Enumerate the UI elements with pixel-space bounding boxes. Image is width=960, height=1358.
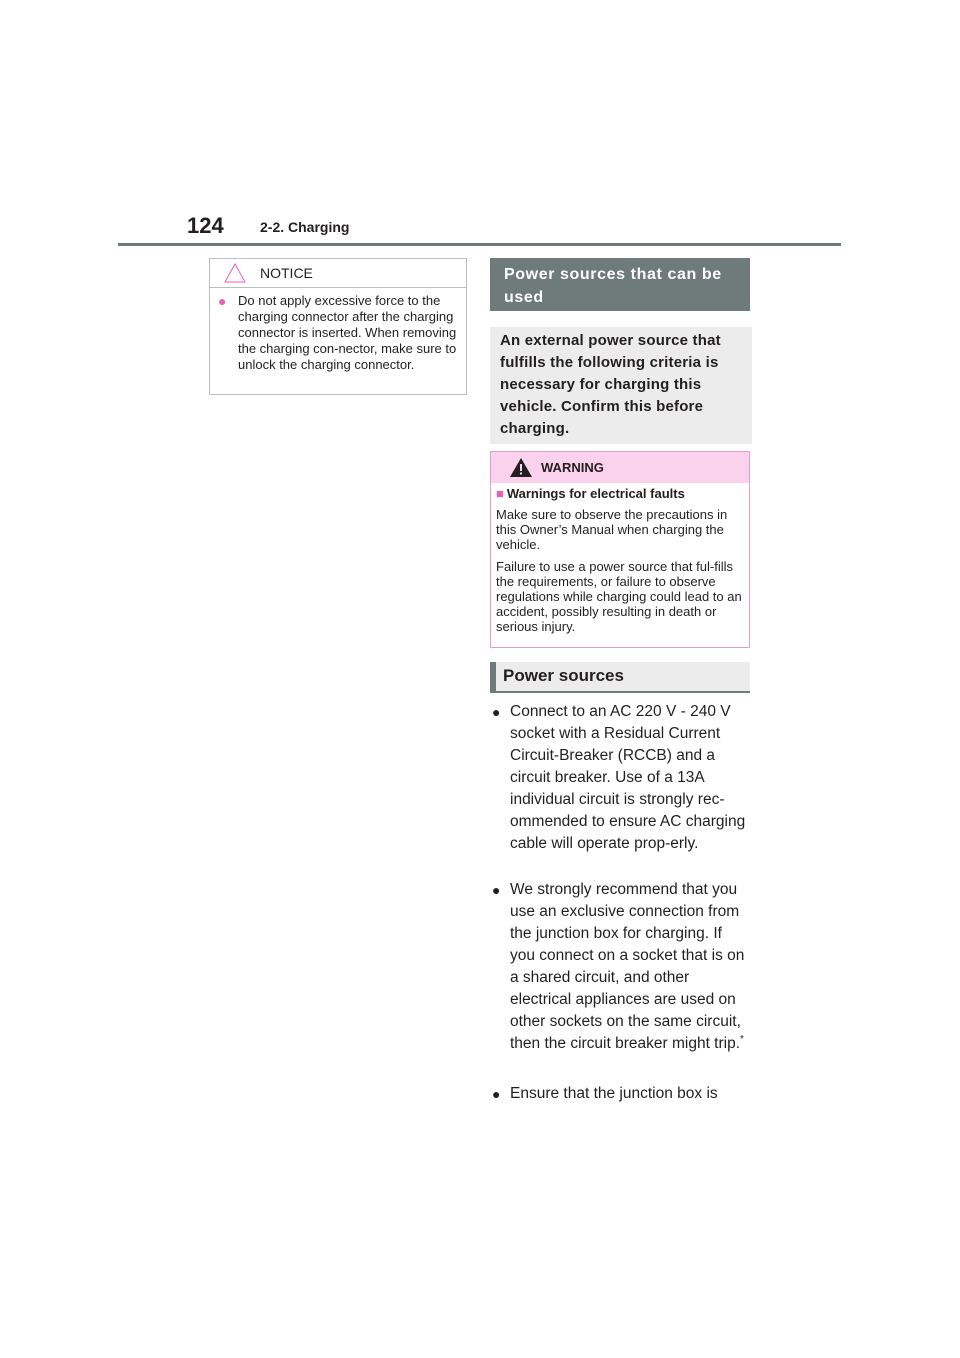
list-item-text <box>510 879 750 1055</box>
list-item-text: Connect to an AC 220 V - 240 V socket with a Residual Current Circuit-Breaker (RCCB) and a circuit breaker. Use of a 13A individual circuit is strongly rec-ommended to ensure AC charging cable will operate prop-erly. <box>510 703 746 852</box>
list-item <box>492 1083 750 1105</box>
notice-box <box>209 258 467 395</box>
bullet-icon: ● <box>492 704 501 720</box>
notice-label: NOTICE <box>260 265 313 281</box>
warning-paragraph: Failure to use a power source that ful-fills the requirements, or failure to observe regulations while charging could lead to an accident, possibly resulting in death or serious injury. <box>496 559 742 634</box>
warning-subheading <box>496 486 685 501</box>
list-item-text-body: We strongly recommend that you use an exclusive connection from the junction box for charging. If you connect on a socket that is on a shared circuit, and other electrical appliances are used on other sockets on the same circuit, then the circuit breaker might trip. <box>510 881 745 1052</box>
bullet-icon: ● <box>492 1086 501 1102</box>
intro-box: An external power source that fulfills the following criteria is necessary for charging this vehicle. Confirm this before charging. <box>490 327 752 444</box>
notice-header <box>210 259 466 288</box>
warning-box <box>490 451 750 648</box>
subsection-heading: Power sources <box>490 662 750 693</box>
page-number: 124 <box>187 213 224 238</box>
square-bullet-icon: ■ <box>496 486 504 501</box>
warning-label: WARNING <box>541 460 604 475</box>
list-item <box>492 879 750 1055</box>
caution-triangle-icon <box>224 263 246 283</box>
bullet-icon: ● <box>492 882 501 898</box>
footnote-marker: * <box>740 1033 744 1045</box>
notice-text: Do not apply excessive force to the charging connector after the charging connector is inserted. When removing the charging con-nector, make sure to unlock the charging connector. <box>238 293 457 372</box>
warning-triangle-icon <box>509 457 533 478</box>
warning-subheading-text: Warnings for electrical faults <box>506 486 685 501</box>
list-item-text: Ensure that the junction box is <box>510 1085 718 1102</box>
section-heading: Power sources that can be used <box>490 258 750 311</box>
warning-header <box>491 452 749 483</box>
warning-paragraph: Make sure to observe the precautions in this Owner’s Manual when charging the vehicle. <box>496 507 728 552</box>
header-divider <box>118 243 841 246</box>
list-item <box>492 701 750 855</box>
notice-bullet-icon: ● <box>218 293 227 309</box>
section-title: 2-2. Charging <box>260 219 350 235</box>
